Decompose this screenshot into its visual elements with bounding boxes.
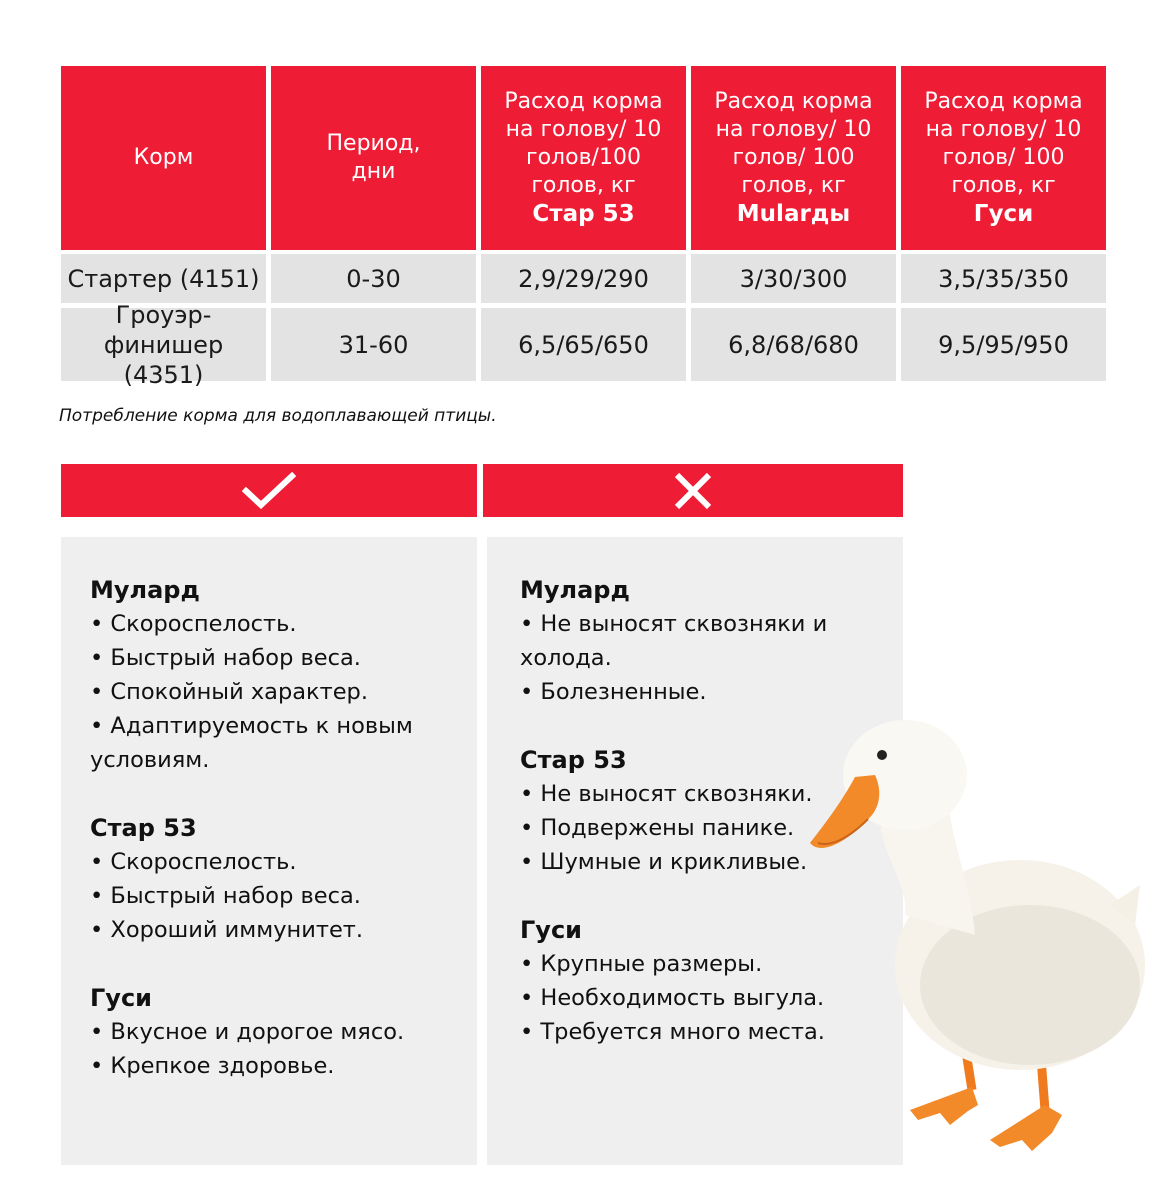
table-cell: [61, 300, 266, 389]
list-item: • Быстрый набор веса.: [90, 645, 361, 671]
header-period: [271, 66, 476, 250]
list-item: • Болезненные.: [520, 679, 707, 705]
table-caption: Потребление корма для водоплавающей птицы.: [59, 406, 497, 426]
header-star53-breed: Стар 53: [532, 201, 635, 227]
list-item: • Необходимость выгула.: [520, 985, 825, 1011]
pros-header-bar: [61, 464, 477, 517]
header-geese: [901, 66, 1106, 250]
cons-header-bar: [483, 464, 903, 517]
group-title: Мулард: [90, 576, 200, 604]
cell-text: 31-60: [338, 330, 409, 359]
cell-text: Гроуэр-финишер (4351): [103, 300, 224, 389]
table-cell: [271, 308, 476, 381]
list-item: • Подвержены панике.: [520, 815, 795, 841]
list-item: • Не выносят сквозняки.: [520, 781, 813, 807]
cell-text: 0-30: [346, 264, 401, 293]
cell-text: Стартер (4151): [67, 264, 260, 293]
list-item: • Не выносят сквозняки и: [520, 611, 828, 637]
list-item: • Скороспелость.: [90, 849, 297, 875]
list-item: • Адаптируемость к новым: [90, 713, 413, 739]
group-title: Гуси: [520, 916, 582, 944]
list-item: • Спокойный характер.: [90, 679, 368, 705]
group-title: Гуси: [90, 984, 152, 1012]
list-item: • Требуется много места.: [520, 1019, 825, 1045]
group-title: Мулард: [520, 576, 630, 604]
cell-text: 6,5/65/650: [518, 330, 649, 359]
table-cell: [271, 254, 476, 303]
header-geese-breed: Гуси: [973, 201, 1034, 227]
table-cell: [901, 308, 1106, 381]
cons-group-mulard: [520, 573, 850, 709]
table-cell: [481, 308, 686, 381]
list-item: холода.: [520, 645, 612, 671]
list-item: • Хороший иммунитет.: [90, 917, 364, 943]
pros-group-star53: [90, 811, 460, 947]
header-mulard-breed: Мularды: [736, 201, 851, 227]
list-item: • Шумные и крикливые.: [520, 849, 808, 875]
header-period-label: Период, дни: [326, 131, 421, 184]
header-feed: [61, 66, 266, 250]
list-item: • Быстрый набор веса.: [90, 883, 361, 909]
cell-text: 3,5/35/350: [938, 264, 1069, 293]
header-star53-label: Расход корма на голову/ 10 голов/100 голов, кг: [504, 89, 663, 198]
header-mulard-label: Расход корма на голову/ 10 голов/ 100 голов, кг: [714, 89, 873, 198]
table-cell: [691, 254, 896, 303]
cell-text: 2,9/29/290: [518, 264, 649, 293]
table-cell: [61, 254, 266, 303]
checkmark-icon: [242, 471, 296, 511]
cell-text: 6,8/68/680: [728, 330, 859, 359]
table-cell: [481, 254, 686, 303]
pros-group-geese: [90, 981, 460, 1083]
list-item: • Скороспелость.: [90, 611, 297, 637]
table-cell: [901, 254, 1106, 303]
header-star53: [481, 66, 686, 250]
header-mulard: [691, 66, 896, 250]
list-item: • Крупные размеры.: [520, 951, 763, 977]
header-feed-label: Корм: [133, 145, 194, 170]
duck-image: [800, 715, 1160, 1155]
group-title: Стар 53: [90, 814, 197, 842]
header-geese-label: Расход корма на голову/ 10 голов/ 100 голов, кг: [924, 89, 1083, 198]
list-item: • Вкусное и дорогое мясо.: [90, 1019, 405, 1045]
list-item: • Крепкое здоровье.: [90, 1053, 335, 1079]
table-cell: [691, 308, 896, 381]
list-item: условиям.: [90, 747, 210, 773]
group-title: Стар 53: [520, 746, 627, 774]
pros-list: [90, 573, 460, 1083]
cell-text: 9,5/95/950: [938, 330, 1069, 359]
cell-text: 3/30/300: [739, 264, 848, 293]
pros-group-mulard: [90, 573, 460, 777]
cross-icon: [673, 471, 713, 511]
